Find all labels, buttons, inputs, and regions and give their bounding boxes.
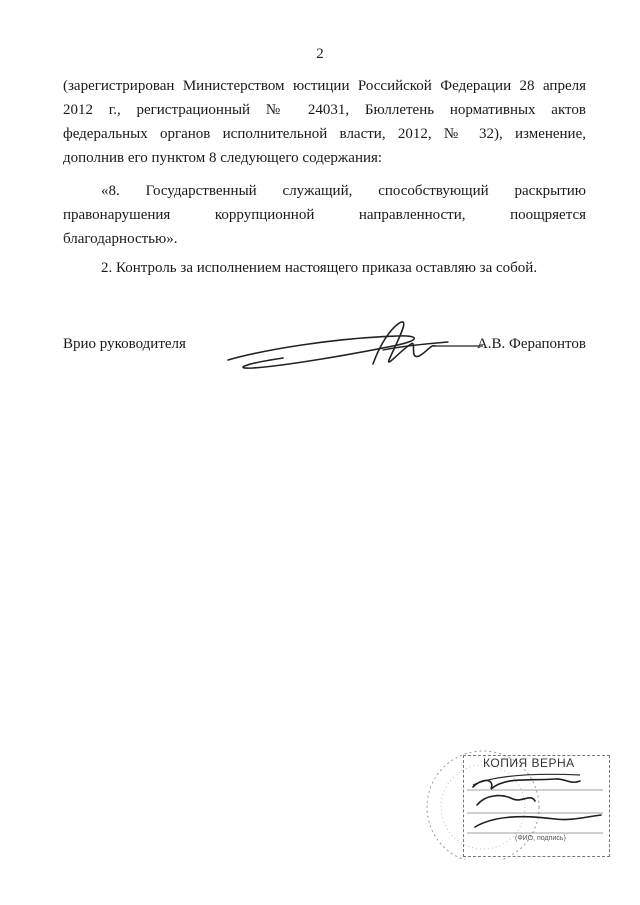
- paragraph-item-8: [63, 179, 586, 251]
- stamp-title: КОПИЯ ВЕРНА: [483, 756, 575, 770]
- paragraph-intro: [63, 74, 586, 170]
- paragraph-line: дополнив его пунктом 8 следующего содержания:: [63, 150, 383, 166]
- copy-stamp: [405, 745, 610, 860]
- stamp-caption: (ФИО, подпись): [515, 835, 566, 842]
- paragraph-line: «8. Государственный служащий, способствующий раскрытию: [101, 183, 586, 199]
- signatory-position: Врио руководителя: [63, 336, 186, 352]
- paragraph-line: федеральных органов исполнительной власти, 2012, № 32), изменение,: [63, 126, 586, 142]
- page-number: 2: [316, 46, 324, 62]
- paragraph-line: правонарушения коррупционной направленности, поощряется: [63, 207, 586, 223]
- signatory-name: А.В. Ферапонтов: [476, 336, 586, 352]
- paragraph-line: (зарегистрирован Министерством юстиции Российской Федерации 28 апреля: [63, 78, 586, 94]
- paragraph-line: благодарностью».: [63, 231, 178, 247]
- handwritten-signature: [223, 316, 483, 376]
- paragraph-control: [63, 256, 586, 280]
- signature-block: [63, 336, 586, 376]
- paragraph-line: 2. Контроль за исполнением настоящего приказа оставляю за собой.: [101, 260, 538, 276]
- paragraph-line: 2012 г., регистрационный № 24031, Бюллетень нормативных актов: [63, 102, 586, 118]
